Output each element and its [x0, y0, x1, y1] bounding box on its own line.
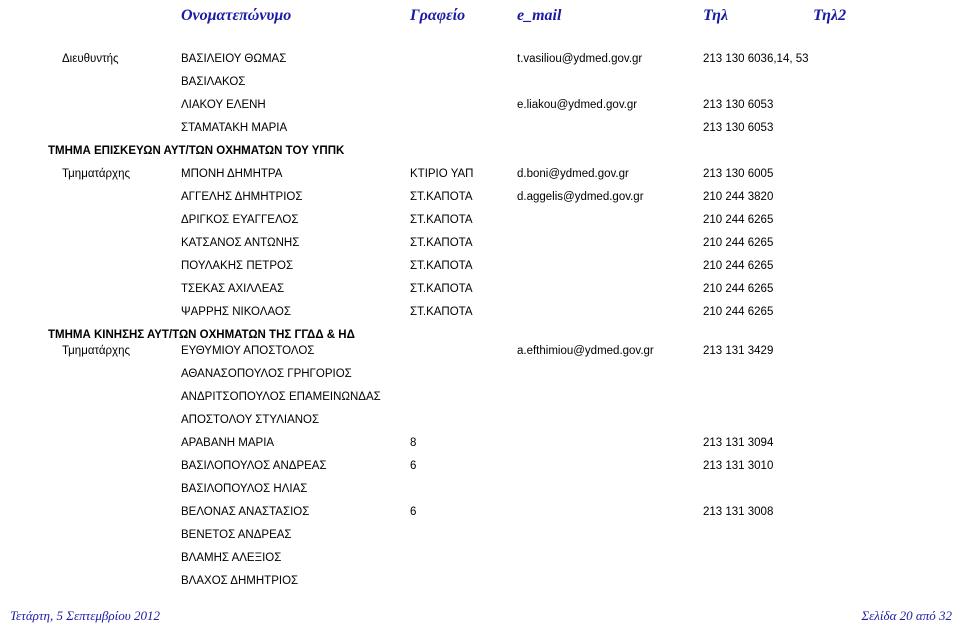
row-name: ΜΠΟΝΗ ΔΗΜΗΤΡΑ [181, 168, 283, 180]
row-name: ΤΣΕΚΑΣ ΑΧΙΛΛΕΑΣ [181, 283, 285, 295]
row-name: ΚΑΤΣΑΝΟΣ ΑΝΤΩΝΗΣ [181, 237, 300, 249]
row-email: t.vasiliou@ydmed.gov.gr [517, 53, 643, 65]
row-office: ΣΤ.ΚΑΠΟΤΑ [410, 260, 473, 272]
row-office: ΣΤ.ΚΑΠΟΤΑ [410, 191, 473, 203]
row-email: e.liakou@ydmed.gov.gr [517, 99, 638, 111]
table-row [0, 50, 960, 68]
section-header [0, 142, 960, 160]
row-name: ΕΥΘΥΜΙΟΥ ΑΠΟΣΤΟΛΟΣ [181, 345, 315, 357]
table-row [0, 342, 960, 360]
row-name: ΑΠΟΣΤΟΛΟΥ ΣΤΥΛΙΑΝΟΣ [181, 414, 320, 426]
footer-page-number: Σελίδα 20 από 32 [861, 608, 952, 623]
row-tel: 210 244 6265 [703, 214, 774, 226]
row-tel: 210 244 3820 [703, 191, 774, 203]
section-title: ΤΜΗΜΑ ΚΙΝΗΣΗΣ ΑΥΤ/ΤΩΝ ΟΧΗΜΑΤΩΝ ΤΗΣ ΓΓΔΔ & ΗΔ [48, 329, 355, 341]
header-office: Γραφείο [410, 7, 466, 24]
row-email: a.efthimiou@ydmed.gov.gr [517, 345, 654, 357]
table-row [0, 572, 960, 590]
header-email: e_mail [517, 7, 562, 24]
table-row [0, 503, 960, 521]
table-row [0, 303, 960, 321]
header-tel2: Τηλ2 [813, 7, 847, 24]
row-name: ΑΓΓΕΛΗΣ ΔΗΜΗΤΡΙΟΣ [181, 191, 303, 203]
row-name: ΛΙΑΚΟΥ ΕΛΕΝΗ [181, 99, 266, 111]
table-row [0, 188, 960, 206]
row-name: ΒΑΣΙΛΟΠΟΥΛΟΣ ΑΝΔΡΕΑΣ [181, 460, 327, 472]
row-name: ΒΑΣΙΛΑΚΟΣ [181, 76, 246, 88]
row-office: 8 [410, 437, 417, 449]
table-row [0, 388, 960, 406]
row-name: ΒΕΝΕΤΟΣ ΑΝΔΡΕΑΣ [181, 529, 292, 541]
row-email: d.aggelis@ydmed.gov.gr [517, 191, 644, 203]
table-row [0, 73, 960, 91]
header-tel: Τηλ [703, 7, 729, 24]
row-office: 6 [410, 506, 417, 518]
row-name: ΑΡΑΒΑΝΗ ΜΑΡΙΑ [181, 437, 275, 449]
row-tel: 213 130 6036,14, 53 [703, 53, 809, 65]
row-name: ΒΛΑΧΟΣ ΔΗΜΗΤΡΙΟΣ [181, 575, 299, 587]
table-row [0, 549, 960, 567]
table-row [0, 165, 960, 183]
table-row [0, 526, 960, 544]
row-name: ΒΕΛΟΝΑΣ ΑΝΑΣΤΑΣΙΟΣ [181, 506, 310, 518]
row-tel: 210 244 6265 [703, 306, 774, 318]
row-name: ΠΟΥΛΑΚΗΣ ΠΕΤΡΟΣ [181, 260, 294, 272]
section-title: ΤΜΗΜΑ ΕΠΙΣΚΕΥΩΝ ΑΥΤ/ΤΩΝ ΟΧΗΜΑΤΩΝ ΤΟΥ ΥΠΠΚ [48, 145, 345, 157]
row-tel: 210 244 6265 [703, 260, 774, 272]
table-row [0, 434, 960, 452]
table-row [0, 411, 960, 429]
table-row [0, 280, 960, 298]
row-tel: 213 131 3008 [703, 506, 774, 518]
row-tel: 213 131 3429 [703, 345, 774, 357]
row-tel: 213 130 6053 [703, 122, 774, 134]
row-office: ΚΤΙΡΙΟ ΥΑΠ [410, 168, 474, 180]
table-row [0, 234, 960, 252]
table-row [0, 119, 960, 137]
row-tel: 213 130 6053 [703, 99, 774, 111]
row-tel: 213 131 3094 [703, 437, 774, 449]
row-role: Τμηματάρχης [62, 345, 131, 357]
table-row [0, 211, 960, 229]
row-name: ΔΡΙΓΚΟΣ ΕΥΑΓΓΕΛΟΣ [181, 214, 299, 226]
row-office: ΣΤ.ΚΑΠΟΤΑ [410, 283, 473, 295]
row-office: ΣΤ.ΚΑΠΟΤΑ [410, 306, 473, 318]
row-name: ΑΘΑΝΑΣΟΠΟΥΛΟΣ ΓΡΗΓΟΡΙΟΣ [181, 368, 352, 380]
row-role: Τμηματάρχης [62, 168, 131, 180]
page-footer [0, 608, 960, 628]
row-name: ΒΑΣΙΛΕΙΟΥ ΘΩΜΑΣ [181, 53, 287, 65]
table-row [0, 96, 960, 114]
row-tel: 213 130 6005 [703, 168, 774, 180]
row-tel: 210 244 6265 [703, 237, 774, 249]
row-name: ΑΝΔΡΙΤΣΟΠΟΥΛΟΣ ΕΠΑΜΕΙΝΩΝΔΑΣ [181, 391, 381, 403]
row-role: Διευθυντής [62, 53, 119, 65]
footer-date: Τετάρτη, 5 Σεπτεμβρίου 2012 [10, 608, 160, 623]
row-email: d.boni@ydmed.gov.gr [517, 168, 629, 180]
table-row [0, 365, 960, 383]
row-tel: 213 131 3010 [703, 460, 774, 472]
row-name: ΒΑΣΙΛΟΠΟΥΛΟΣ ΗΛΙΑΣ [181, 483, 308, 495]
table-row [0, 480, 960, 498]
header-name: Ονοματεπώνυμο [181, 7, 292, 24]
row-tel: 210 244 6265 [703, 283, 774, 295]
row-office: ΣΤ.ΚΑΠΟΤΑ [410, 214, 473, 226]
row-name: ΣΤΑΜΑΤΑΚΗ ΜΑΡΙΑ [181, 122, 288, 134]
table-row [0, 457, 960, 475]
table-row [0, 257, 960, 275]
row-name: ΨΑΡΡΗΣ ΝΙΚΟΛΑΟΣ [181, 306, 291, 318]
row-name: ΒΛΑΜΗΣ ΑΛΕΞΙΟΣ [181, 552, 282, 564]
row-office: 6 [410, 460, 417, 472]
row-office: ΣΤ.ΚΑΠΟΤΑ [410, 237, 473, 249]
